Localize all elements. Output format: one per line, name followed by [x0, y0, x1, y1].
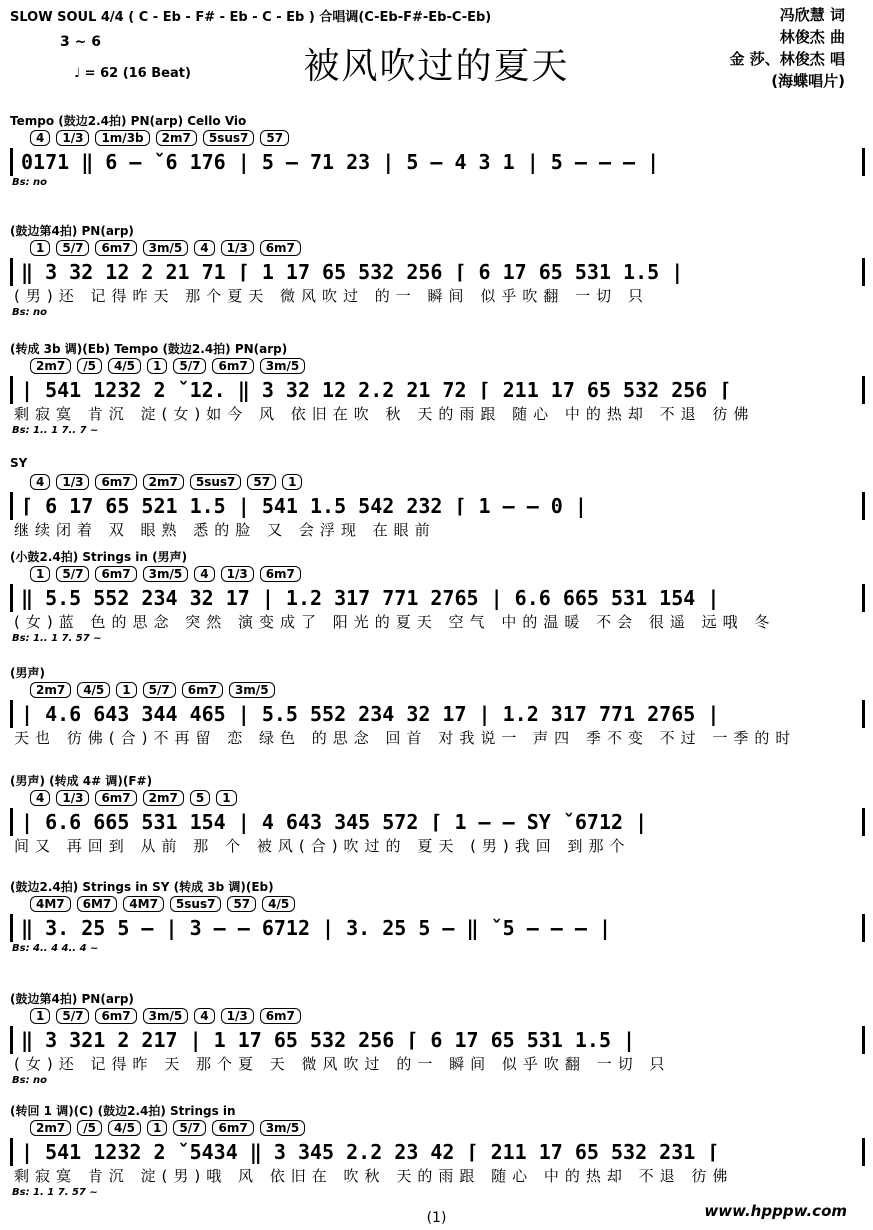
lyrics-line: 剩寂寞 肯沉 淀(男)哦 风 依旧在 吹秋 天的雨跟 随心 中的热却 不退 彷佛: [14, 1167, 734, 1185]
style-line: SLOW SOUL 4/4 ( C - Eb - F# - Eb - C - Eb ) 合唱调(C-Eb-F#-Eb-C-Eb): [10, 10, 492, 25]
chord-symbol: 6m7: [212, 1120, 253, 1136]
chord-symbol: 57: [247, 474, 276, 490]
chord-symbol: 1: [147, 358, 167, 374]
bass-line: Bs: no: [12, 177, 48, 188]
score-system: [10, 548, 865, 646]
chord-symbol: 3m/5: [229, 682, 275, 698]
notation-line: ⌈ 6 17 65 521 1.5 | 541 1.5 542 232 ⌈ 1 – – 0 |: [10, 492, 865, 520]
notation-line: ‖ 3 321 2 217 | 1 17 65 532 256 ⌈ 6 17 65 531 1.5 |: [10, 1026, 865, 1054]
chord-symbol: /5: [77, 358, 102, 374]
chord-symbol: 3m/5: [143, 240, 189, 256]
chord-symbol: 6m7: [95, 1008, 136, 1024]
chord-symbol: 1/3: [221, 1008, 254, 1024]
chord-symbol: 5/7: [56, 240, 89, 256]
bass-line: Bs: 1.. 1 7. 57 ~: [12, 633, 102, 644]
chord-symbol: 6m7: [95, 474, 136, 490]
lyrics-line: 天也 彷佛(合)不再留 恋 绿色 的思念 回首 对我说一 声四 季不变 不过 一季的时: [14, 729, 797, 747]
chord-row: [10, 1120, 865, 1136]
chord-row: [10, 790, 865, 806]
system-direction: (男声): [10, 666, 45, 680]
lyrics-line: (女)蓝 色的思念 突然 演变成了 阳光的夏天 空气 中的温暖 不会 很遥 远哦 冬: [14, 613, 776, 631]
notation-line: | 541 1232 2 ˇ12. ‖ 3 32 12 2.2 21 72 ⌈ 211 17 65 532 256 ⌈: [10, 376, 865, 404]
chord-symbol: 3m/5: [260, 358, 306, 374]
chord-symbol: 4M7: [30, 896, 71, 912]
chord-symbol: 1: [30, 240, 50, 256]
chord-symbol: 1/3: [221, 566, 254, 582]
chord-symbol: 6m7: [260, 1008, 301, 1024]
score-system: [10, 456, 865, 540]
system-direction: Tempo (鼓边2.4拍) PN(arp) Cello Vio: [10, 114, 247, 128]
chord-symbol: 4: [30, 130, 50, 146]
bass-line: Bs: no: [12, 1075, 48, 1086]
lyrics-line: (女)还 记得昨 天 那个夏 天 微风吹过 的一 瞬间 似乎吹翻 一切 只: [14, 1055, 671, 1073]
chord-row: [10, 682, 865, 698]
chord-symbol: 4/5: [108, 358, 141, 374]
chord-symbol: 2m7: [30, 682, 71, 698]
notation-line: | 541 1232 2 ˇ5434 ‖ 3 345 2.2 23 42 ⌈ 211 17 65 532 231 ⌈: [10, 1138, 865, 1166]
chord-symbol: 1/3: [56, 130, 89, 146]
key-change: 3 ~ 6: [60, 34, 101, 50]
lyrics-line: 间又 再回到 从前 那 个 被风(合)吹过的 夏天 (男)我回 到那个: [14, 837, 631, 855]
score-system: [10, 878, 865, 956]
chord-symbol: 5/7: [56, 1008, 89, 1024]
chord-symbol: 1: [282, 474, 302, 490]
chord-symbol: 2m7: [156, 130, 197, 146]
system-direction: (转成 3b 调)(Eb) Tempo (鼓边2.4拍) PN(arp): [10, 342, 288, 356]
chord-symbol: 3m/5: [143, 1008, 189, 1024]
chord-symbol: 6m7: [95, 790, 136, 806]
chord-symbol: 5sus7: [190, 474, 242, 490]
chord-symbol: 4: [30, 790, 50, 806]
chord-row: [10, 358, 865, 374]
record-label: (海蝶唱片): [771, 72, 845, 90]
chord-symbol: 1/3: [221, 240, 254, 256]
score-system: [10, 664, 865, 748]
score-system: [10, 990, 865, 1088]
chord-symbol: 4: [194, 240, 214, 256]
chord-row: [10, 240, 865, 256]
chord-symbol: 6m7: [212, 358, 253, 374]
chord-symbol: 6m7: [95, 240, 136, 256]
chord-symbol: 1: [30, 1008, 50, 1024]
lyricist: 冯欣慧 词: [779, 6, 845, 24]
chord-symbol: 5/7: [173, 1120, 206, 1136]
chord-symbol: 57: [227, 896, 256, 912]
chord-symbol: 4: [30, 474, 50, 490]
chord-symbol: 1: [116, 682, 136, 698]
chord-symbol: 2m7: [143, 790, 184, 806]
system-direction: (小鼓2.4拍) Strings in (男声): [10, 550, 188, 564]
chord-symbol: 1: [216, 790, 236, 806]
chord-symbol: 6m7: [260, 566, 301, 582]
bass-line: Bs: 1.. 1 7.. 7 ~: [12, 425, 99, 436]
system-direction: (转回 1 调)(C) (鼓边2.4拍) Strings in: [10, 1104, 236, 1118]
song-title: 被风吹过的夏天: [303, 46, 570, 87]
chord-symbol: 6m7: [95, 566, 136, 582]
chord-symbol: 6m7: [182, 682, 223, 698]
bass-line: Bs: no: [12, 307, 48, 318]
lyrics-line: (男)还 记得昨天 那个夏天 微风吹过 的一 瞬间 似乎吹翻 一切 只: [14, 287, 649, 305]
chord-symbol: 4/5: [77, 682, 110, 698]
score-system: [10, 222, 865, 320]
chord-symbol: 1/3: [56, 790, 89, 806]
tempo-marking: ♩ = 62 (16 Beat): [74, 66, 191, 81]
system-direction: (鼓边2.4拍) Strings in SY (转成 3b 调)(Eb): [10, 880, 274, 894]
chord-symbol: 2m7: [143, 474, 184, 490]
notation-line: ‖ 3 32 12 2 21 71 ⌈ 1 17 65 532 256 ⌈ 6 17 65 531 1.5 |: [10, 258, 865, 286]
score-system: [10, 772, 865, 856]
chord-symbol: 5/7: [173, 358, 206, 374]
chord-row: [10, 130, 865, 146]
score-system: [10, 340, 865, 438]
credits: [730, 4, 845, 92]
site-watermark: www.hpppw.com: [704, 1202, 847, 1220]
chord-symbol: 5/7: [56, 566, 89, 582]
notation-line: ‖ 5.5 552 234 32 17 | 1.2 317 771 2765 | 6.6 665 531 154 |: [10, 584, 865, 612]
chord-symbol: 4: [194, 566, 214, 582]
lyrics-line: 剩寂寞 肯沉 淀(女)如今 风 依旧在吹 秋 天的雨跟 随心 中的热却 不退 彷佛: [14, 405, 755, 423]
chord-symbol: 6M7: [77, 896, 118, 912]
chord-symbol: 3m/5: [143, 566, 189, 582]
system-direction: SY: [10, 456, 28, 470]
lyrics-line: 继续闭着 双 眼熟 悉的脸 又 会浮现 在眼前: [14, 521, 436, 539]
chord-symbol: 4M7: [123, 896, 164, 912]
chord-row: [10, 474, 865, 490]
chord-symbol: 1m/3b: [95, 130, 149, 146]
chord-symbol: 5sus7: [170, 896, 222, 912]
score-system: [10, 1102, 865, 1200]
system-direction: (男声) (转成 4# 调)(F#): [10, 774, 153, 788]
notation-line: 0171 ‖ 6 – ˇ6 176 | 5 – 71 23 | 5 – 4 3 1 | 5 – – – |: [10, 148, 865, 176]
chord-symbol: 6m7: [260, 240, 301, 256]
bass-line: Bs: 1. 1 7. 57 ~: [12, 1187, 98, 1198]
chord-row: [10, 566, 865, 582]
composer: 林俊杰 曲: [779, 28, 845, 46]
chord-symbol: 4: [194, 1008, 214, 1024]
chord-row: [10, 896, 865, 912]
page-number: (1): [426, 1210, 447, 1226]
chord-symbol: 4/5: [262, 896, 295, 912]
chord-symbol: 5sus7: [203, 130, 255, 146]
chord-symbol: 2m7: [30, 1120, 71, 1136]
chord-symbol: 57: [260, 130, 289, 146]
notation-line: ‖ 3. 25 5 – | 3 – – 6712 | 3. 25 5 – ‖ ˇ5 – – – |: [10, 914, 865, 942]
chord-symbol: 1: [147, 1120, 167, 1136]
chord-row: [10, 1008, 865, 1024]
singers: 金 莎、林俊杰 唱: [729, 50, 845, 68]
notation-line: | 4.6 643 344 465 | 5.5 552 234 32 17 | 1.2 317 771 2765 |: [10, 700, 865, 728]
chord-symbol: /5: [77, 1120, 102, 1136]
chord-symbol: 4/5: [108, 1120, 141, 1136]
chord-symbol: 5: [190, 790, 210, 806]
chord-symbol: 3m/5: [260, 1120, 306, 1136]
score-system: [10, 112, 865, 190]
chord-symbol: 1/3: [56, 474, 89, 490]
chord-symbol: 5/7: [143, 682, 176, 698]
bass-line: Bs: 4.. 4 4.. 4 ~: [12, 943, 99, 954]
notation-line: | 6.6 665 531 154 | 4 643 345 572 ⌈ 1 – – SY ˇ6712 |: [10, 808, 865, 836]
system-direction: (鼓边第4拍) PN(arp): [10, 992, 134, 1006]
chord-symbol: 1: [30, 566, 50, 582]
chord-symbol: 2m7: [30, 358, 71, 374]
system-direction: (鼓边第4拍) PN(arp): [10, 224, 134, 238]
